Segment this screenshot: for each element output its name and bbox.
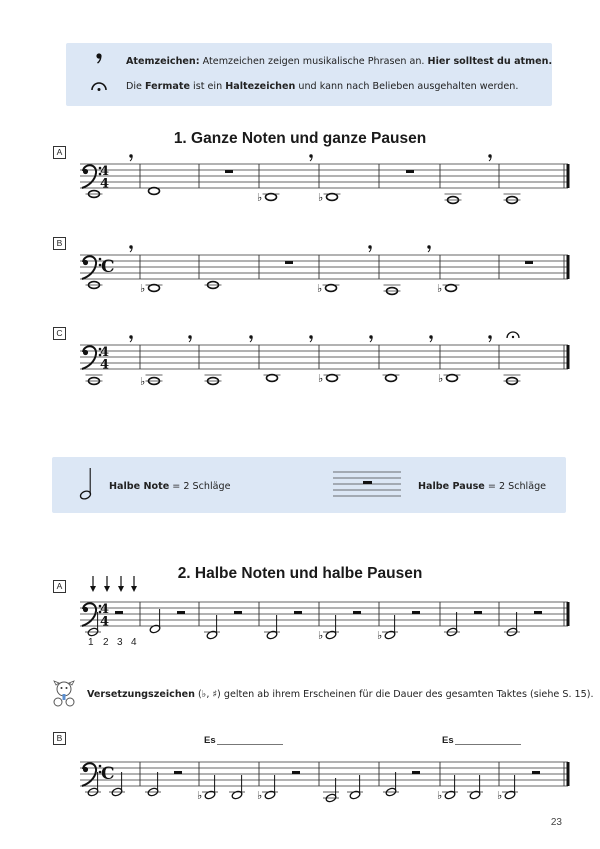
breath-mark-icon [309,335,312,342]
staff-exercise-1a [0,150,600,210]
flat-icon: ♭ [437,282,443,295]
breath-mark-icon [249,335,252,342]
half-note [446,612,458,637]
flat-icon: ♭ [317,282,323,295]
breath-mark-icon [129,154,132,161]
final-barline-thick [567,164,570,188]
staff-exercise-2b [0,742,600,812]
breath-mark-icon [369,335,372,342]
breath-mark-icon [188,335,191,342]
whole-note [149,285,160,292]
half-note [325,778,337,803]
half-note [504,775,516,800]
counting-arrow-icon [118,576,124,592]
time-signature-bottom: 4 [100,357,110,373]
half-rest [534,611,542,614]
half-note [506,612,518,637]
flat-icon: ♭ [140,282,146,295]
whole-note [446,285,457,292]
whole-note [386,375,397,382]
breath-info-text: Atemzeichen: Atemzeichen zeigen musikalische Phrasen an. Hier solltest du atmen. [126,56,553,67]
bass-clef-icon [82,763,101,786]
flat-icon: ♭ [318,629,324,642]
half-note [384,615,396,640]
flat-icon: ♭ [257,789,263,802]
breath-mark-icon [488,335,491,342]
final-barline-thick [567,762,570,786]
half-note [204,775,216,800]
final-barline-thick [567,602,570,626]
flat-icon: ♭ [438,372,444,385]
whole-note [267,375,278,382]
exercise-label-2b: B [53,732,66,745]
half-rest [412,771,420,774]
breath-mark-icon [368,245,371,252]
half-rest [294,611,302,614]
half-rest [115,611,123,614]
half-note [206,615,218,640]
count-4: 4 [131,637,137,648]
breath-mark-icon [129,335,132,342]
half-rest [292,771,300,774]
whole-note [327,194,338,201]
half-note [266,615,278,640]
flat-icon: ♭ [318,372,324,385]
whole-rest [225,170,233,173]
whole-rest [525,261,533,264]
common-time-symbol: C [101,764,115,784]
count-1: 1 [88,637,94,648]
half-note [325,615,337,640]
flat-icon: ♭ [377,629,383,642]
whole-rest [406,170,414,173]
half-note [149,609,161,634]
breath-mark-icon [309,154,312,161]
half-note-icon [79,466,95,502]
time-signature-bottom: 4 [100,176,110,192]
staff-exercise-1c [0,331,600,391]
whole-note [326,285,337,292]
half-rest [234,611,242,614]
flat-icon: ♭ [497,789,503,802]
half-rest-icon [333,470,403,498]
breath-mark-icon [427,245,430,252]
half-note [264,775,276,800]
fermata-icon [507,332,519,338]
counting-arrow-icon [131,576,137,592]
page-number: 23 [550,817,562,828]
staff-exercise-1b [0,241,600,301]
fill-in-label-1: Es [204,735,216,746]
time-signature-top: 4 [100,602,110,617]
flat-icon: ♭ [197,789,203,802]
final-barline-thick [567,345,570,369]
breath-mark-icon [429,335,432,342]
exercise-label-2a: A [53,580,66,593]
breath-mark-icon [129,245,132,252]
breath-mark-icon [488,154,491,161]
time-signature-top: 4 [100,164,110,179]
accidental-note-text: Versetzungszeichen (♭, ♯) gelten ab ihrem Erscheinen für die Dauer des gesamten Taktes (siehe S. 15). [87,689,594,700]
flat-icon: ♭ [257,191,263,204]
fermata-icon [91,80,107,92]
counting-arrow-icon [104,576,110,592]
half-rest [412,611,420,614]
bass-clef-icon [82,346,101,369]
info-box-breath-fermata [66,43,552,106]
flat-icon: ♭ [140,375,146,388]
half-note [349,775,361,800]
flat-icon: ♭ [318,191,324,204]
breath-mark-icon [94,52,104,66]
bass-clef-icon [82,165,101,188]
exercise-label-1a: A [53,146,66,159]
count-2: 2 [103,637,109,648]
time-signature-top: 4 [100,345,110,360]
exercise-label-1b: B [53,237,66,250]
final-barline-thick [567,255,570,279]
whole-note [266,194,277,201]
half-note [87,612,99,637]
whole-note [149,188,160,195]
half-rest [474,611,482,614]
fill-in-label-2: Es [442,735,454,746]
section-1-title: 1. Ganze Noten und ganze Pausen [173,130,427,147]
half-note [469,775,481,800]
bass-clef-icon [82,256,101,279]
whole-rest [285,261,293,264]
half-note [385,772,397,797]
mascot-icon [52,680,76,708]
bass-clef-icon [82,603,101,626]
whole-note [327,375,338,382]
counting-arrow-icon [90,576,96,592]
common-time-symbol: C [101,257,115,277]
section-2-title: 2. Halbe Noten und halbe Pausen [177,565,423,582]
flat-icon: ♭ [437,789,443,802]
half-note-text: Halbe Note = 2 Schläge [109,481,231,492]
half-note [147,772,159,797]
half-rest [174,771,182,774]
half-rest-text: Halbe Pause = 2 Schläge [418,481,547,492]
time-signature-bottom: 4 [100,614,110,630]
half-rest [532,771,540,774]
half-note [231,775,243,800]
half-rest [177,611,185,614]
exercise-label-1c: C [53,327,66,340]
half-note [87,772,99,797]
half-rest [353,611,361,614]
half-note [444,775,456,800]
whole-note [447,375,458,382]
count-3: 3 [117,637,123,648]
fermata-info-text: Die Fermate ist ein Haltezeichen und kann nach Belieben ausgehalten werden. [126,81,519,92]
